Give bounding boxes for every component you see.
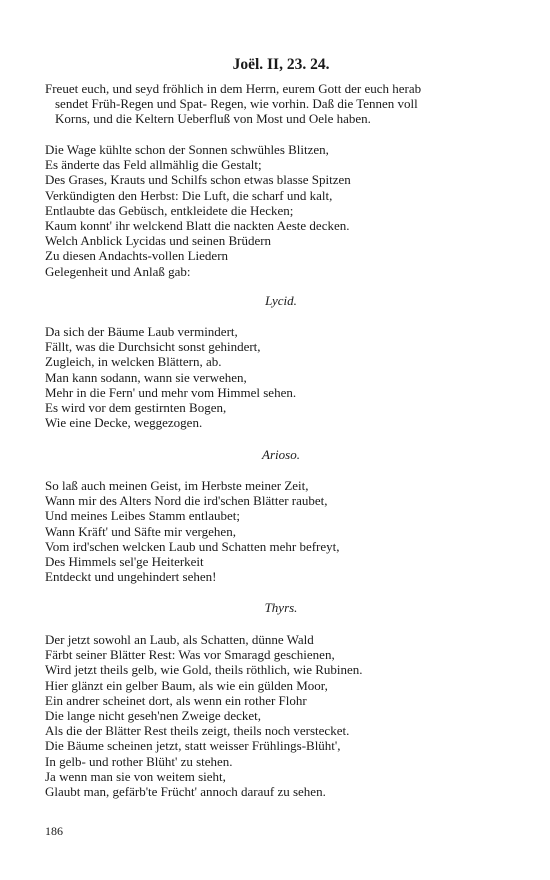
stanza-arioso xyxy=(45,478,515,584)
verse-line: Die Wage kühlte schon der Sonnen schwühles Blitzen, xyxy=(45,142,329,157)
verse-line: Die lange nicht geseh'nen Zweige decket, xyxy=(45,708,262,724)
verse-line: Hier glänzt ein gelber Baum, als wie ein gülden Moor, xyxy=(45,677,328,693)
stanza-lycid xyxy=(45,324,515,430)
verse-line: Vom ird'schen welcken Laub und Schatten mehr befreyt, xyxy=(45,538,340,554)
verse-line: Des Himmels sel'ge Heiterkeit xyxy=(45,554,204,570)
stanza-thyrs xyxy=(45,632,515,799)
speaker-heading-thyrs: Thyrs. xyxy=(264,600,298,615)
verse-line: Da sich der Bäume Laub vermindert, xyxy=(45,324,238,339)
epigraph-line: Korns, und die Keltern Ueberfluß von Most und Oele haben. xyxy=(55,111,371,127)
verse-line: So laß auch meinen Geist, im Herbste meiner Zeit, xyxy=(45,478,309,493)
verse-line: Mehr in die Fern' und mehr vom Himmel sehen. xyxy=(45,384,297,400)
verse-line: Und meines Leibes Stamm entlaubet; xyxy=(45,508,240,524)
verse-line: Wie eine Decke, weggezogen. xyxy=(45,415,203,431)
verse-line: Des Grases, Krauts und Schilfs schon etwas blasse Spitzen xyxy=(45,172,351,188)
epigraph xyxy=(45,81,515,127)
stanza-opening xyxy=(45,142,515,279)
epigraph-line: Freuet euch, und seyd fröhlich in dem Herrn, eurem Gott der euch herab xyxy=(45,81,422,96)
verse-line: Glaubt man, gefärb'te Frücht' annoch darauf zu sehen. xyxy=(45,784,326,800)
verse-line: Entdeckt und ungehindert sehen! xyxy=(45,569,217,585)
verse-line: Zugleich, in welcken Blättern, ab. xyxy=(45,354,222,370)
verse-line: Es wird vor dem gestirnten Bogen, xyxy=(45,400,227,416)
verse-line: Verkündigten den Herbst: Die Luft, die scharf und kalt, xyxy=(45,187,333,203)
speaker-heading-arioso: Arioso. xyxy=(262,447,300,462)
verse-line: Der jetzt sowohl an Laub, als Schatten, dünne Wald xyxy=(45,632,314,647)
verse-line: Man kann sodann, wann sie verwehen, xyxy=(45,369,247,385)
verse-line: Welch Anblick Lycidas und seinen Brüdern xyxy=(45,233,272,249)
verse-line: Es änderte das Feld allmählig die Gestalt; xyxy=(45,157,262,173)
verse-line: Färbt seiner Blätter Rest: Was vor Smaragd geschienen, xyxy=(45,647,335,663)
verse-line: Wann Kräft' und Säfte mir vergehen, xyxy=(45,523,236,539)
verse-line: Wird jetzt theils gelb, wie Gold, theils röthlich, wie Rubinen. xyxy=(45,662,363,678)
verse-line: In gelb- und rother Blüht' zu stehen. xyxy=(45,753,233,769)
verse-line: Ja wenn man sie von weitem sieht, xyxy=(45,768,226,784)
speaker-heading-lycid: Lycid. xyxy=(265,293,297,308)
verse-line: Wann mir des Alters Nord die ird'schen Blätter raubet, xyxy=(45,493,328,509)
verse-line: Die Bäume scheinen jetzt, statt weisser Frühlings-Blüht', xyxy=(45,738,341,754)
page-title: Joël. II, 23. 24. xyxy=(232,56,330,73)
verse-line: Kaum konnt' ihr welckend Blatt die nackten Aeste decken. xyxy=(45,218,350,234)
verse-line: Entlaubte das Gebüsch, entkleidete die Hecken; xyxy=(45,202,294,218)
page-number: 186 xyxy=(45,824,63,838)
verse-line: Zu diesen Andachts-vollen Liedern xyxy=(45,248,229,264)
verse-line: Gelegenheit und Anlaß gab: xyxy=(45,263,191,279)
epigraph-line: sendet Früh-Regen und Spat- Regen, wie vorhin. Daß die Tennen voll xyxy=(55,96,418,112)
verse-line: Als die der Blätter Rest theils zeigt, theils noch verstecket. xyxy=(45,723,350,739)
verse-line: Fällt, was die Durchsicht sonst gehindert, xyxy=(45,339,261,355)
verse-line: Ein andrer scheinet dort, als wenn ein rother Flohr xyxy=(45,692,307,708)
